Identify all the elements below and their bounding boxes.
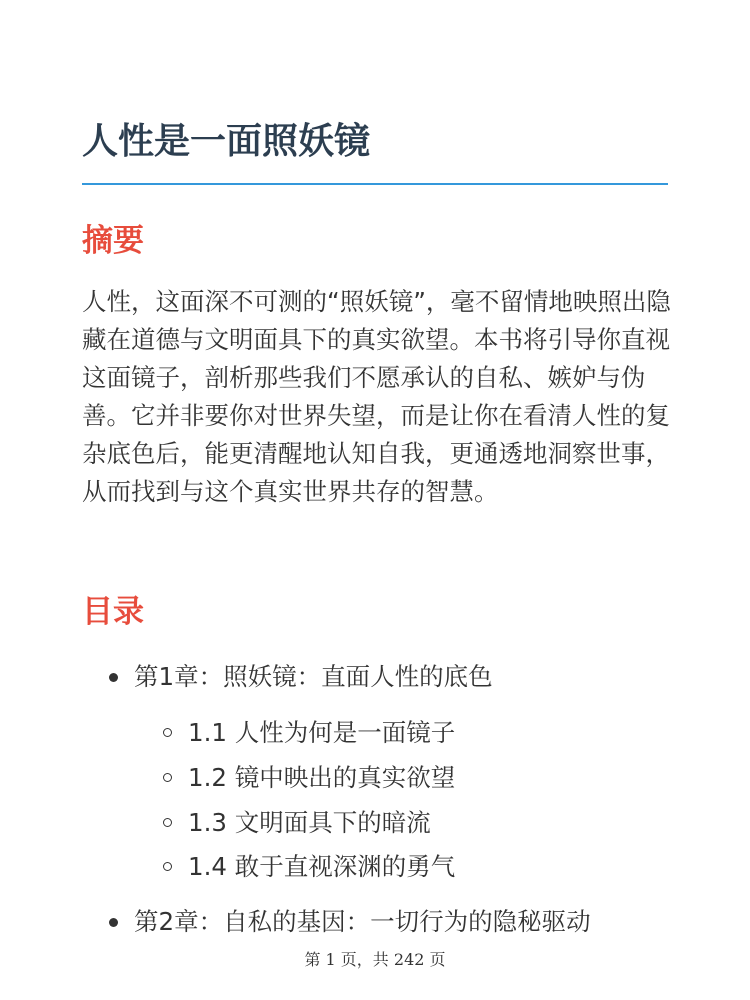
circle-bullet-icon	[163, 773, 172, 782]
circle-bullet-icon	[163, 818, 172, 827]
toc-chapter-label: 第1章：照妖镜：直面人性的底色	[134, 662, 493, 691]
toc-section-label: 1.3 文明面具下的暗流	[188, 808, 431, 837]
toc-section-label: 1.2 镜中映出的真实欲望	[188, 763, 456, 792]
toc-section-1-1[interactable]	[188, 716, 455, 750]
abstract-paragraph: 人性，这面深不可测的“照妖镜”，毫不留情地映照出隐藏在道德与文明面具下的真实欲望。本书将引导你直视这面镜子，剖析那些我们不愿承认的自私、嫉妒与伪善。它并非要你对世界失望，而是让你在看清人性的复杂底色后，能更清醒地认知自我，更通透地洞察世事，从而找到与这个真实世界共存的智慧。	[82, 287, 671, 506]
toc-section-label: 1.1 人性为何是一面镜子	[188, 718, 456, 747]
circle-bullet-icon	[163, 728, 172, 737]
toc-chapter-2[interactable]	[134, 905, 591, 939]
bullet-icon	[109, 918, 118, 927]
abstract-heading: 摘要	[82, 223, 144, 259]
toc-section-1-4[interactable]	[188, 850, 455, 884]
book-title: 人性是一面照妖镜	[82, 121, 371, 162]
toc-chapter-1[interactable]	[134, 660, 493, 694]
toc-section-1-2[interactable]	[188, 761, 455, 795]
page-indicator: 第 1 页，共 242 页	[304, 950, 446, 969]
toc-chapter-label: 第2章：自私的基因：一切行为的隐秘驱动	[134, 907, 591, 936]
toc-section-1-3[interactable]	[188, 806, 431, 840]
toc-section-label: 1.4 敢于直视深渊的勇气	[188, 852, 456, 881]
title-divider	[82, 183, 668, 185]
circle-bullet-icon	[163, 862, 172, 871]
bullet-icon	[109, 673, 118, 682]
toc-heading: 目录	[82, 594, 144, 630]
